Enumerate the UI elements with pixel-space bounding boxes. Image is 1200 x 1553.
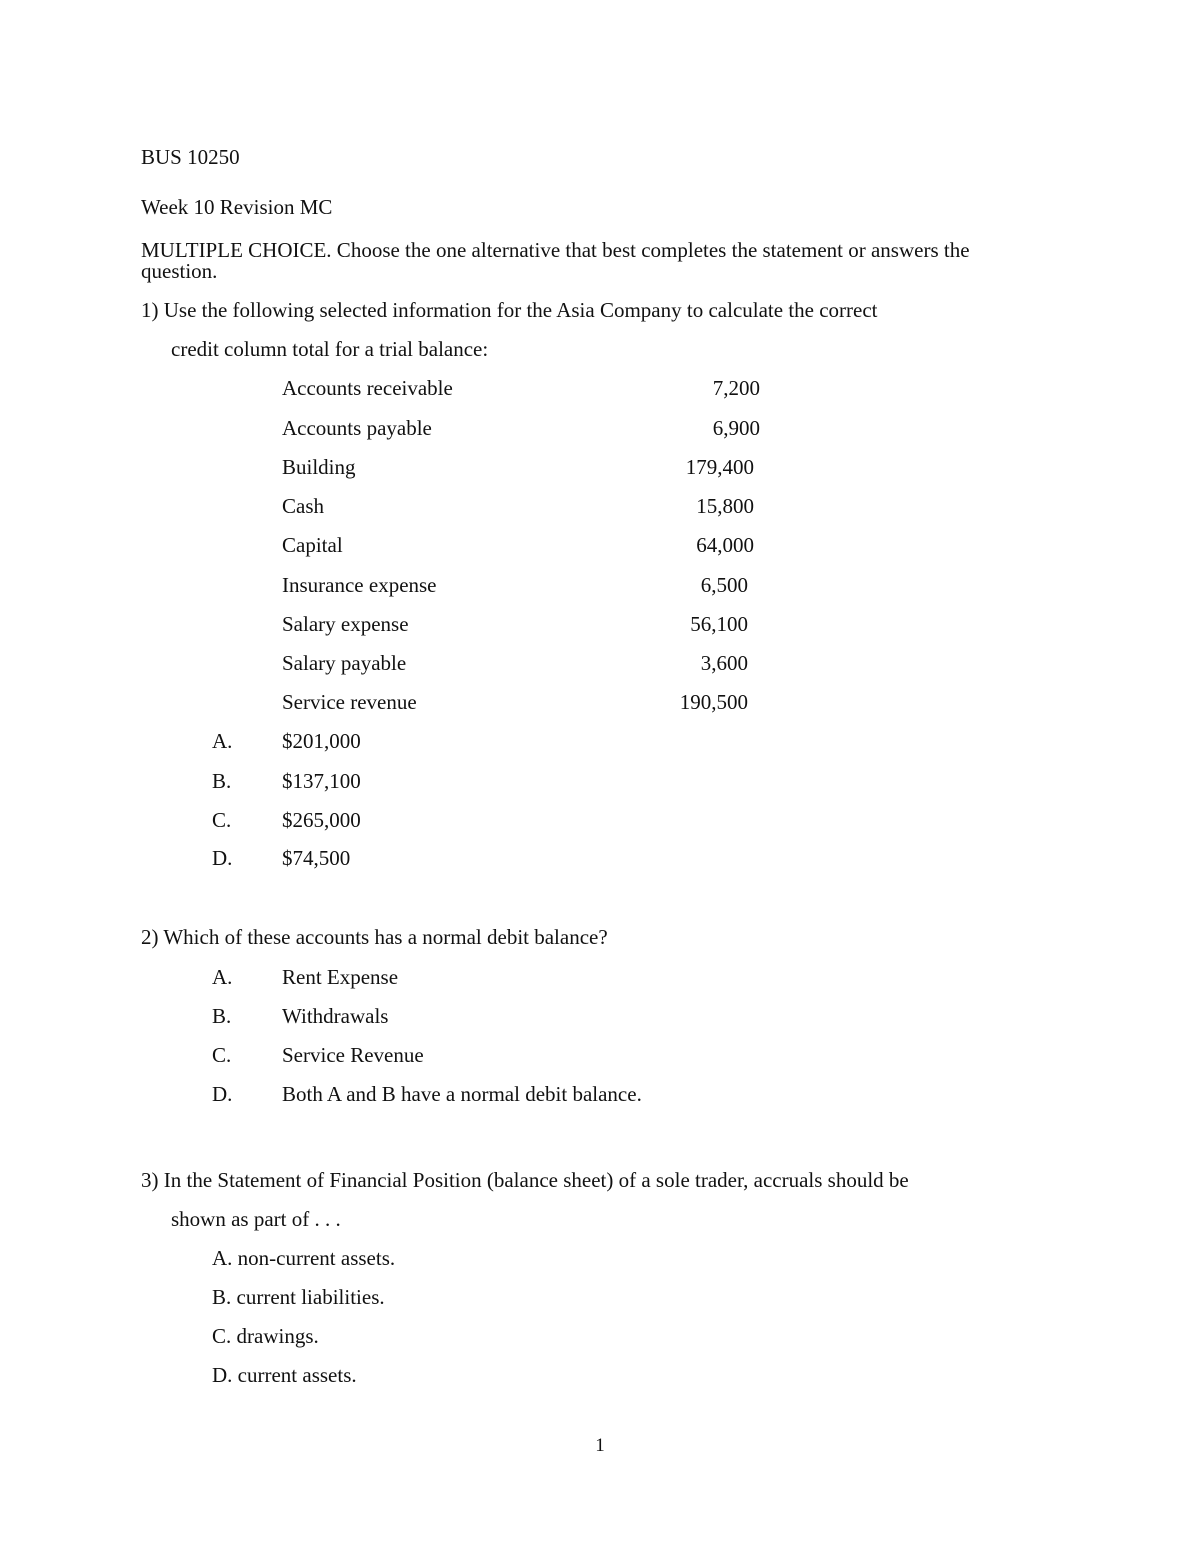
account-name: Salary payable <box>282 651 407 675</box>
account-name: Capital <box>282 533 343 557</box>
account-name: Accounts payable <box>282 416 432 440</box>
account-amount: 7,200 <box>712 376 760 400</box>
question-3-line-2: shown as part of . . . <box>171 1207 341 1231</box>
option-text: Both A and B have a normal debit balance. <box>282 1082 642 1106</box>
account-name: Building <box>282 455 356 479</box>
account-amount: 6,900 <box>712 416 760 440</box>
option-letter: C. <box>212 1043 232 1067</box>
account-name: Cash <box>282 494 324 518</box>
option-letter: B. <box>212 769 232 793</box>
question-1-line-2: credit column total for a trial balance: <box>171 337 489 361</box>
option-text: $137,100 <box>282 769 361 793</box>
document-subtitle: Week 10 Revision MC <box>141 195 333 219</box>
account-name: Salary expense <box>282 612 409 636</box>
option-letter: D. <box>212 846 233 870</box>
account-amount: 3,600 <box>700 651 748 675</box>
option-text: $265,000 <box>282 808 361 832</box>
option-letter: D. <box>212 1082 233 1106</box>
option-text: Rent Expense <box>282 965 399 989</box>
option-letter: A. <box>212 965 233 989</box>
option-text: Service Revenue <box>282 1043 424 1067</box>
option-text: Withdrawals <box>282 1004 389 1028</box>
option-text: A. non-current assets. <box>212 1246 396 1270</box>
account-name: Insurance expense <box>282 573 437 597</box>
course-code: BUS 10250 <box>141 145 240 169</box>
page-number: 1 <box>595 1435 605 1456</box>
account-amount: 64,000 <box>696 533 754 557</box>
question-1-line-1: 1) Use the following selected information for the Asia Company to calculate the correct <box>141 298 878 322</box>
option-text: D. current assets. <box>212 1363 357 1387</box>
instructions: MULTIPLE CHOICE. Choose the one alternative that best completes the statement or answers the question. <box>141 238 970 283</box>
account-name: Accounts receivable <box>282 376 453 400</box>
option-letter: B. <box>212 1004 232 1028</box>
account-amount: 15,800 <box>696 494 754 518</box>
option-text: B. current liabilities. <box>212 1285 385 1309</box>
option-text: C. drawings. <box>212 1324 319 1348</box>
question-2-line-1: 2) Which of these accounts has a normal debit balance? <box>141 925 608 949</box>
account-amount: 56,100 <box>690 612 748 636</box>
question-3-line-1: 3) In the Statement of Financial Position (balance sheet) of a sole trader, accruals should be <box>141 1168 909 1192</box>
option-text: $74,500 <box>282 846 351 870</box>
option-letter: C. <box>212 808 232 832</box>
account-amount: 190,500 <box>679 690 748 714</box>
account-amount: 179,400 <box>685 455 754 479</box>
account-name: Service revenue <box>282 690 417 714</box>
option-text: $201,000 <box>282 729 361 753</box>
option-letter: A. <box>212 729 233 753</box>
account-amount: 6,500 <box>700 573 748 597</box>
